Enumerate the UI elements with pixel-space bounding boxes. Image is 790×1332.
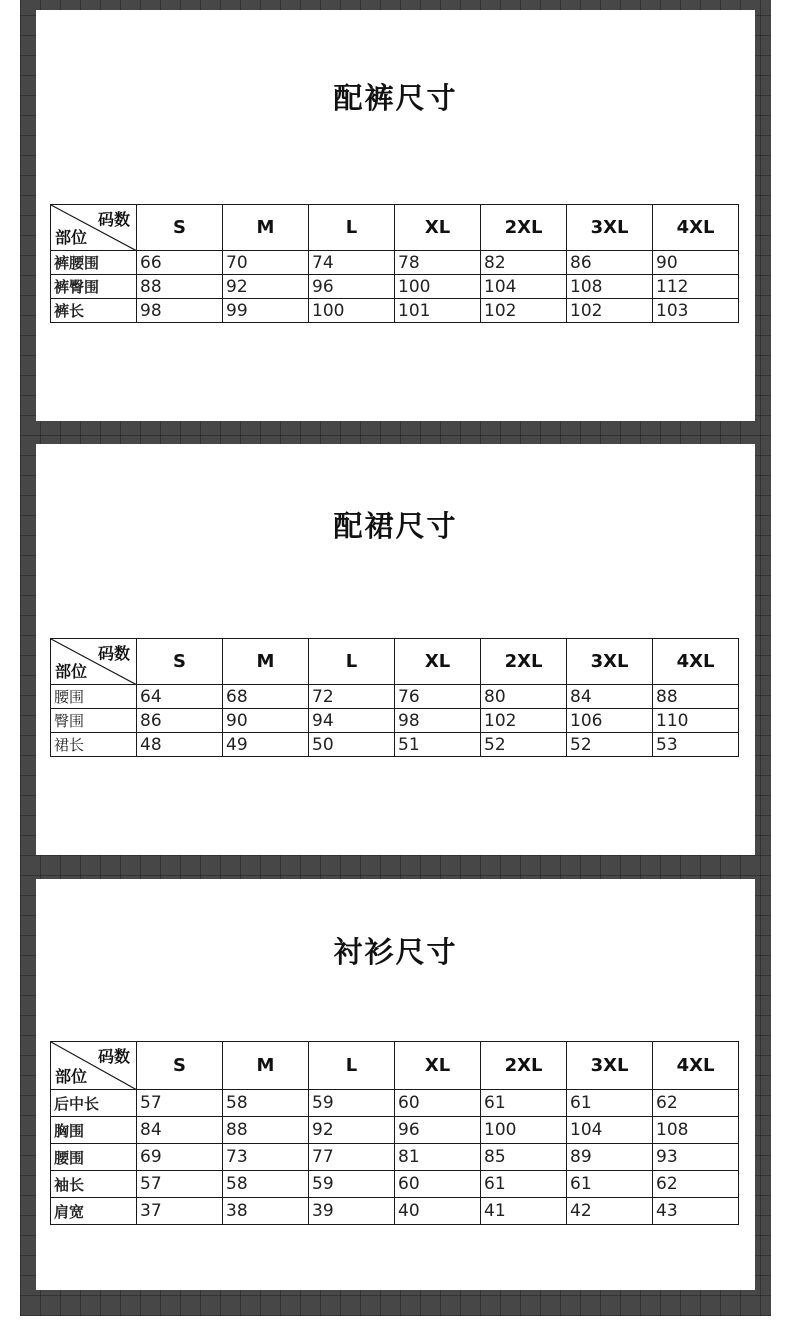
table-row <box>51 1144 739 1171</box>
section-title: 配裙尺寸 <box>333 509 458 543</box>
corner-header <box>51 1042 137 1090</box>
row-label: 袖长 <box>51 1171 137 1198</box>
size-header: 3XL <box>567 1042 653 1090</box>
skirt-size-panel <box>36 444 755 855</box>
table-cell: 80 <box>481 685 567 709</box>
section-title: 配裤尺寸 <box>333 81 458 115</box>
table-cell: 57 <box>137 1090 223 1117</box>
table-cell: 66 <box>137 251 223 275</box>
table-cell: 106 <box>567 709 653 733</box>
table-cell: 38 <box>223 1198 309 1225</box>
size-axis-label: 码数 <box>97 1047 130 1066</box>
table-cell: 60 <box>395 1090 481 1117</box>
table-cell: 92 <box>223 275 309 299</box>
table-cell: 37 <box>137 1198 223 1225</box>
size-header: S <box>137 639 223 685</box>
size-header: L <box>309 639 395 685</box>
section-title: 衬衫尺寸 <box>333 935 458 969</box>
header-row <box>51 1042 739 1090</box>
size-header: S <box>137 1042 223 1090</box>
size-header: S <box>137 205 223 251</box>
table-cell: 42 <box>567 1198 653 1225</box>
table-cell: 100 <box>395 275 481 299</box>
size-header: 4XL <box>653 639 739 685</box>
table-cell: 50 <box>309 733 395 757</box>
size-axis-label: 码数 <box>97 644 130 663</box>
table-cell: 68 <box>223 685 309 709</box>
table-cell: 52 <box>481 733 567 757</box>
table-cell: 102 <box>481 299 567 323</box>
table-cell: 98 <box>395 709 481 733</box>
table-row <box>51 709 739 733</box>
table-cell: 86 <box>137 709 223 733</box>
table-cell: 62 <box>653 1171 739 1198</box>
table-row <box>51 685 739 709</box>
skirt-size-table <box>50 638 739 757</box>
table-row <box>51 1090 739 1117</box>
table-cell: 94 <box>309 709 395 733</box>
table-cell: 49 <box>223 733 309 757</box>
table-cell: 102 <box>567 299 653 323</box>
corner-header <box>51 205 137 251</box>
table-cell: 73 <box>223 1144 309 1171</box>
table-row <box>51 1171 739 1198</box>
table-row <box>51 299 739 323</box>
table-cell: 61 <box>481 1090 567 1117</box>
size-header: 3XL <box>567 639 653 685</box>
table-cell: 86 <box>567 251 653 275</box>
table-cell: 112 <box>653 275 739 299</box>
table-cell: 100 <box>481 1117 567 1144</box>
row-label: 后中长 <box>51 1090 137 1117</box>
size-header: XL <box>395 205 481 251</box>
table-cell: 103 <box>653 299 739 323</box>
table-row <box>51 733 739 757</box>
table-cell: 61 <box>567 1171 653 1198</box>
table-cell: 93 <box>653 1144 739 1171</box>
row-label: 裤臀围 <box>51 275 137 299</box>
table-cell: 59 <box>309 1090 395 1117</box>
table-cell: 52 <box>567 733 653 757</box>
table-row <box>51 275 739 299</box>
size-header: L <box>309 205 395 251</box>
size-header: 4XL <box>653 205 739 251</box>
table-cell: 61 <box>481 1171 567 1198</box>
table-cell: 90 <box>223 709 309 733</box>
table-cell: 72 <box>309 685 395 709</box>
table-cell: 64 <box>137 685 223 709</box>
row-label: 腰围 <box>51 685 137 709</box>
table-cell: 40 <box>395 1198 481 1225</box>
table-cell: 41 <box>481 1198 567 1225</box>
part-axis-label: 部位 <box>55 1067 88 1086</box>
shirt-size-panel <box>36 879 755 1290</box>
table-cell: 82 <box>481 251 567 275</box>
table-cell: 76 <box>395 685 481 709</box>
table-cell: 92 <box>309 1117 395 1144</box>
row-label: 臀围 <box>51 709 137 733</box>
table-cell: 77 <box>309 1144 395 1171</box>
table-row <box>51 251 739 275</box>
table-cell: 48 <box>137 733 223 757</box>
size-header: M <box>223 205 309 251</box>
size-axis-label: 码数 <box>97 210 130 229</box>
table-cell: 43 <box>653 1198 739 1225</box>
row-label: 腰围 <box>51 1144 137 1171</box>
size-header: 2XL <box>481 1042 567 1090</box>
header-row <box>51 639 739 685</box>
row-label: 胸围 <box>51 1117 137 1144</box>
table-cell: 102 <box>481 709 567 733</box>
corner-header <box>51 639 137 685</box>
table-cell: 60 <box>395 1171 481 1198</box>
table-cell: 108 <box>653 1117 739 1144</box>
table-cell: 88 <box>653 685 739 709</box>
table-cell: 98 <box>137 299 223 323</box>
table-cell: 57 <box>137 1171 223 1198</box>
size-header: XL <box>395 1042 481 1090</box>
table-cell: 81 <box>395 1144 481 1171</box>
table-cell: 58 <box>223 1171 309 1198</box>
row-label: 裤腰围 <box>51 251 137 275</box>
table-cell: 39 <box>309 1198 395 1225</box>
table-cell: 70 <box>223 251 309 275</box>
row-label: 裤长 <box>51 299 137 323</box>
size-header: 2XL <box>481 205 567 251</box>
table-cell: 88 <box>223 1117 309 1144</box>
row-label: 肩宽 <box>51 1198 137 1225</box>
table-cell: 110 <box>653 709 739 733</box>
table-cell: 96 <box>395 1117 481 1144</box>
size-header: XL <box>395 639 481 685</box>
table-cell: 104 <box>481 275 567 299</box>
size-header: M <box>223 1042 309 1090</box>
table-cell: 62 <box>653 1090 739 1117</box>
table-cell: 84 <box>567 685 653 709</box>
table-cell: 78 <box>395 251 481 275</box>
table-row <box>51 1198 739 1225</box>
shirt-size-table <box>50 1041 739 1225</box>
table-cell: 108 <box>567 275 653 299</box>
table-cell: 96 <box>309 275 395 299</box>
row-label: 裙长 <box>51 733 137 757</box>
table-cell: 58 <box>223 1090 309 1117</box>
pants-size-panel <box>36 10 755 421</box>
size-header: L <box>309 1042 395 1090</box>
table-cell: 74 <box>309 251 395 275</box>
table-cell: 88 <box>137 275 223 299</box>
table-cell: 85 <box>481 1144 567 1171</box>
part-axis-label: 部位 <box>55 228 88 247</box>
table-cell: 100 <box>309 299 395 323</box>
table-cell: 53 <box>653 733 739 757</box>
table-cell: 59 <box>309 1171 395 1198</box>
pants-size-table <box>50 204 739 323</box>
table-cell: 84 <box>137 1117 223 1144</box>
size-header: M <box>223 639 309 685</box>
size-header: 3XL <box>567 205 653 251</box>
table-cell: 51 <box>395 733 481 757</box>
table-row <box>51 1117 739 1144</box>
size-header: 2XL <box>481 639 567 685</box>
size-header: 4XL <box>653 1042 739 1090</box>
table-cell: 69 <box>137 1144 223 1171</box>
table-cell: 90 <box>653 251 739 275</box>
part-axis-label: 部位 <box>55 662 88 681</box>
table-cell: 89 <box>567 1144 653 1171</box>
header-row <box>51 205 739 251</box>
table-cell: 104 <box>567 1117 653 1144</box>
table-cell: 101 <box>395 299 481 323</box>
table-cell: 61 <box>567 1090 653 1117</box>
table-cell: 99 <box>223 299 309 323</box>
